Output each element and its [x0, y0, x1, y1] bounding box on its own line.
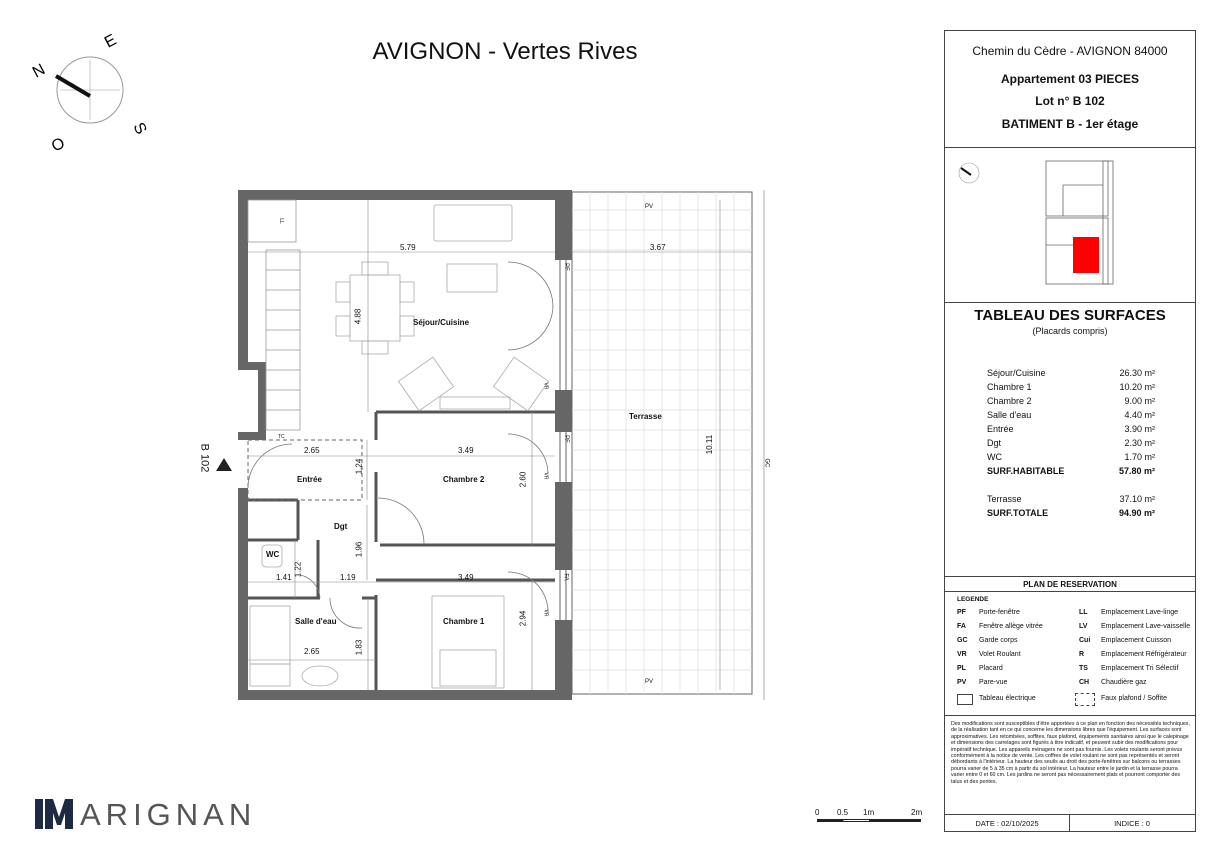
scale-0: 0: [815, 808, 820, 817]
lot-highlight: [1073, 237, 1099, 273]
room-dgt: Dgt: [334, 522, 348, 531]
dim-124: 1.24: [354, 458, 364, 475]
dim-260: 2.60: [518, 471, 528, 488]
compass-e: E: [101, 31, 120, 52]
furniture: [250, 205, 549, 688]
scale-2: 2m: [911, 808, 923, 817]
surface-row: Dgt 2.30 m²: [987, 438, 1155, 448]
info-panel: Chemin du Cèdre - AVIGNON 84000 Appartement 03 PIECES Lot n° B 102 BATIMENT B - 1er étage TABLEAU DES SURFACES (Placards compris) Séjour/Cuisine 26.30 m² Chambre 1 10.20 m² Chambre 2 9.00 m² Salle d'eau 4.40 m² Entrée 3.90 m² Dgt 2.30 m² WC 1.70 m² SURF.HABITABLE 57.80 m² Terrasse 37.10 m² SURF.TOTALE 94.90 m² PLAN DE RESERVATION LEGENDE PF Porte-fenêtre FA Fenêtre allège vitrée GC Garde corps VR Volet Roulant PL Placard PV Pare-vue LL Emplacement Lave-linge LV Emplacement Lave-vaisselle Cui Emplacement Cuisson R Emplacement Réfrigérateur TS Emplacement Tri Sélectif CH Chaudière gaz Tableau électrique Faux plafond / Soffite Des modifications sont susceptibles d'être apportées à ce plan en fonction des nécessités techniques, de la réalisation tant en ce qui concerne les dimensions libres que l'équipement. Les surfaces sont approximatives. Les retombées, soffites, faux plafond, équipements sanitaires ainsi que le calepinage et dimensions des carrelages sont figurés à titre indicatif, et peuvent subir des modifications pour impératif technique. Les appareils ménagers ne sont pas fournis. Les volets roulants seront prévus conformément à la notice de vente. Les coffres de volet roulant ne sont pas représentés et seront débordants à l'intérieur. La hauteur des seuils au droit des porte-fenêtres sur balcons ou terrasses pourra varier de 5 à 35 cm à partir du sol intérieur. La hauteur entre le jardin et la terrasse pourra varier entre 0 et 60 cm. Les jardins ne seront pas nécessairement plats et pourront comporter des talus et des pentes. DATE : 02/10/2025 INDICE : 0: [944, 30, 1196, 832]
mark-tc: TC: [278, 434, 285, 440]
dim-349b: 3.49: [458, 573, 474, 582]
room-wc: WC: [266, 550, 280, 559]
compass-o: O: [48, 134, 68, 156]
key-plan: [953, 155, 1189, 305]
surface-row: Séjour/Cuisine 26.30 m²: [987, 368, 1155, 378]
dim-265a: 2.65: [304, 446, 320, 455]
surface-row: Chambre 1 10.20 m²: [987, 382, 1155, 392]
dim-1011: 10.11: [705, 434, 715, 455]
scale-bar: [815, 808, 930, 828]
dim-579: 5.79: [400, 243, 416, 252]
partitions: [248, 412, 555, 690]
surface-row: WC 1.70 m²: [987, 452, 1155, 462]
disclaimer: Des modifications sont susceptibles d'être apportées à ce plan en fonction des nécessités techniques, de la réalisation tant en ce qui concerne les dimensions libres que l'équipement. Les surfaces sont approximatives. Les retombées, soffites, faux plafond, équipements sanitaires ainsi que le calepinage et dimensions des carrelages sont figurés à titre indicatif, et peuvent subir des modifications pour impératif technique. Les appareils ménagers ne sont pas fournis. Les volets roulants seront prévus conformément à la notice de vente. Les coffres de volet roulant ne sont pas représentés et seront débordants à l'intérieur. La hauteur des seuils au droit des porte-fenêtres sur balcons ou terrasses pourra varier de 5 à 35 cm à partir du sol intérieur. La hauteur entre le jardin et la terrasse pourra varier entre 0 et 60 cm. Les jardins ne seront pas nécessairement plats et pourront comporter des talus et des pentes.: [951, 721, 1190, 785]
room-sdb: Salle d'eau: [295, 617, 337, 626]
room-chambre1: Chambre 1: [443, 617, 485, 626]
surface-row: Chambre 2 9.00 m²: [987, 396, 1155, 406]
mark-pf-1: PF: [562, 263, 569, 271]
brand-logo: [35, 797, 257, 832]
faux-plafond-icon: [1075, 693, 1095, 706]
mark-ll: LL: [277, 218, 284, 224]
mark-pf-2: PF: [562, 435, 569, 443]
surface-row: Entrée 3.90 m²: [987, 424, 1155, 434]
brand-name: ARIGNAN: [80, 797, 257, 832]
placard: [248, 200, 300, 430]
plan-indice: INDICE : 0: [1114, 819, 1150, 828]
mark-vr-1: VR: [542, 382, 549, 390]
surfaces-subtitle: (Placards compris): [1032, 326, 1108, 336]
mark-fa: FA: [562, 573, 569, 581]
surface-totale: SURF.TOTALE 94.90 m²: [987, 508, 1155, 518]
surface-habitable: SURF.HABITABLE 57.80 m²: [987, 466, 1155, 476]
address: Chemin du Cèdre - AVIGNON 84000: [972, 44, 1168, 58]
brand-mark-icon: [35, 797, 79, 831]
lot-marker-label: B 102: [198, 443, 211, 473]
mark-vr-2: VR: [542, 472, 549, 480]
surface-row: Salle d'eau 4.40 m²: [987, 410, 1155, 420]
dim-349a: 3.49: [458, 446, 474, 455]
scale-05: 0.5: [837, 808, 849, 817]
room-sejour: Séjour/Cuisine: [413, 318, 470, 327]
dim-488: 4.88: [353, 308, 363, 325]
dim-141: 1.41: [276, 573, 292, 582]
tableau-electrique-icon: [957, 694, 973, 705]
scale-1: 1m: [863, 808, 875, 817]
surface-terrasse: Terrasse 37.10 m²: [987, 494, 1155, 504]
surfaces-title: TABLEAU DES SURFACES: [974, 307, 1166, 324]
dim-119: 1.19: [340, 573, 356, 582]
mark-pv-top: PV: [645, 204, 654, 210]
mark-vr-3: VR: [542, 609, 549, 617]
dim-122: 1.22: [293, 561, 303, 578]
room-chambre2: Chambre 2: [443, 475, 485, 484]
building-floor: BATIMENT B - 1er étage: [1001, 117, 1139, 131]
entrance-marker: [216, 458, 232, 471]
reservation-title: PLAN DE RESERVATION: [1023, 580, 1117, 589]
dim-294: 2.94: [518, 610, 528, 627]
plan-date: DATE : 02/10/2025: [975, 819, 1039, 828]
compass-n: N: [29, 61, 49, 82]
mark-pv-bottom: PV: [645, 679, 654, 685]
compass-s: S: [129, 119, 150, 138]
lot-number: Lot n° B 102: [1035, 94, 1105, 108]
terrace-tiles: [572, 192, 752, 694]
dim-367: 3.67: [650, 243, 666, 252]
dim-265b: 2.65: [304, 647, 320, 656]
page-title: AVIGNON - Vertes Rives: [372, 38, 638, 65]
dim-183: 1.83: [354, 639, 364, 656]
legend-title: LEGENDE: [957, 596, 989, 603]
apartment-type: Appartement 03 PIECES: [1000, 72, 1140, 86]
dim-196: 1.96: [354, 541, 364, 558]
room-terrasse: Terrasse: [629, 412, 662, 421]
mark-gc: GC: [763, 458, 770, 468]
room-entree: Entrée: [297, 475, 322, 484]
